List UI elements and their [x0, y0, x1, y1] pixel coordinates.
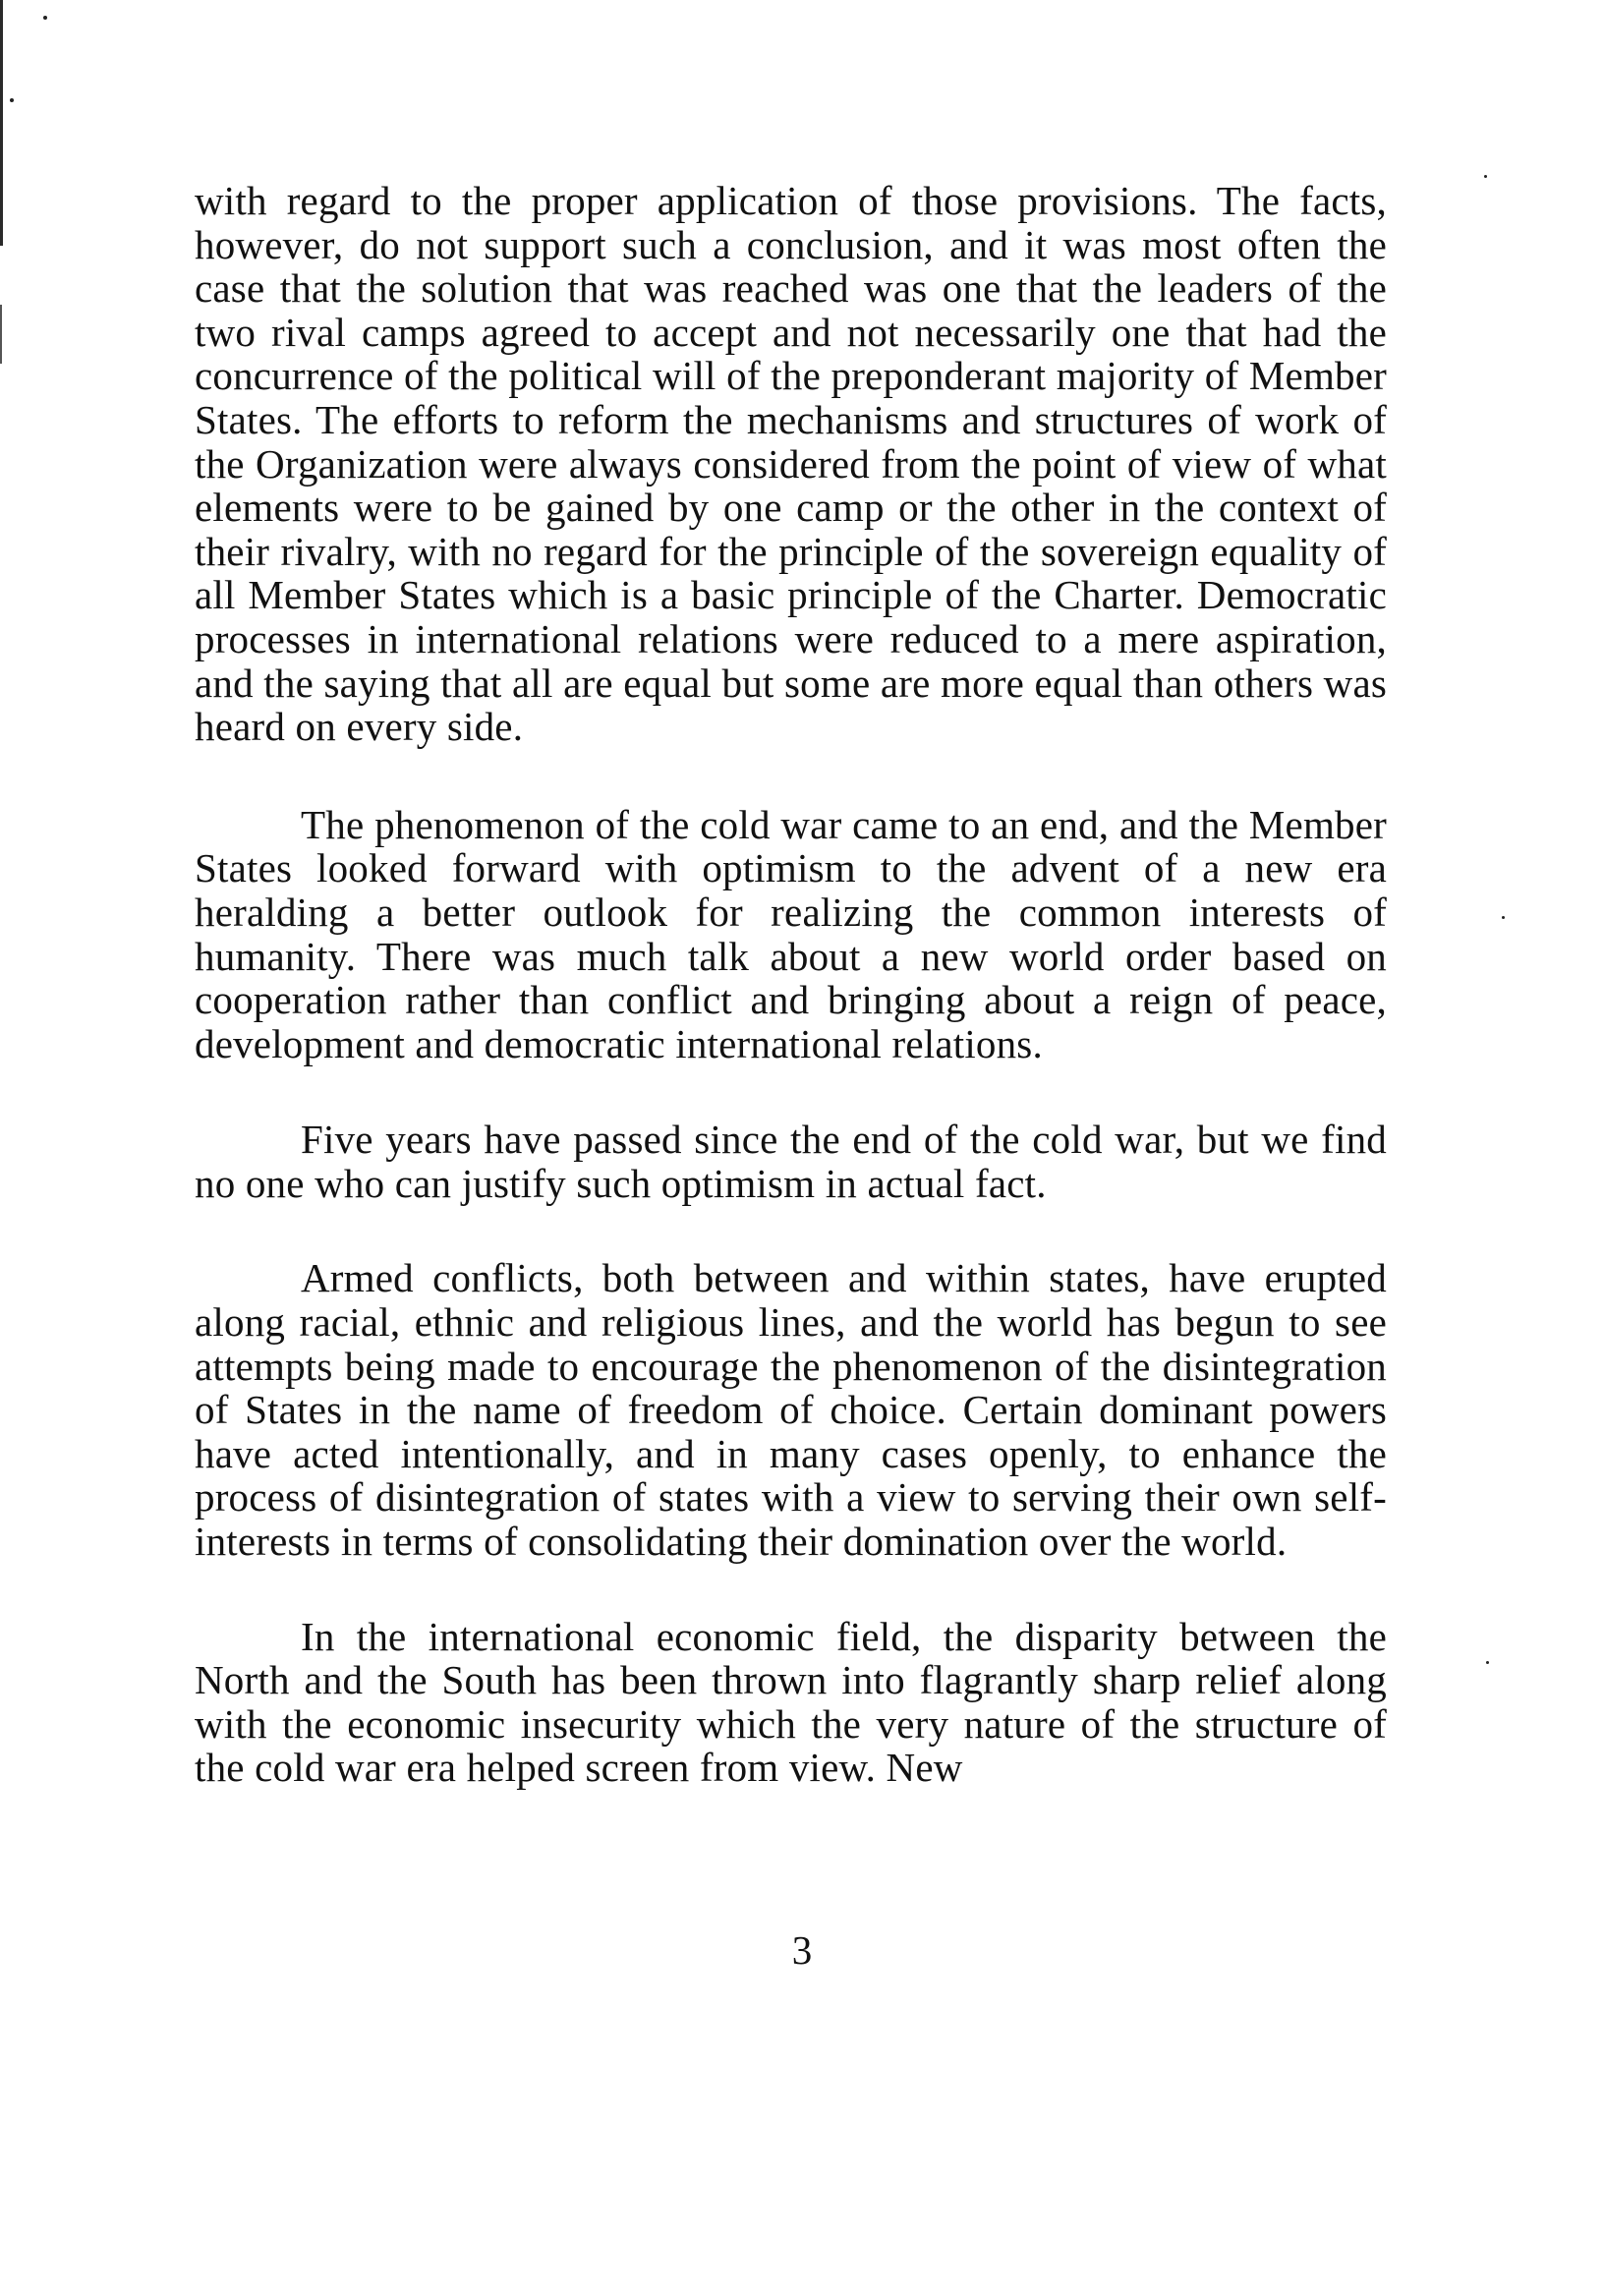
scan-speck — [1484, 175, 1487, 178]
scan-speck — [1486, 1661, 1489, 1664]
paragraph: Armed conflicts, both between and within states, have erupted along racial, ethnic and religious lines, and the world has begun to see attempts being made to encourage the phenomenon of the disintegration of States in the name of freedom of choice. Certain dominant powers have acted intentionally, and in many cases openly, to enhance the process of disintegration of states with a view to serving their own self-interests in terms of consolidating their domination over the world. — [195, 1255, 1387, 1565]
scan-speck — [43, 16, 47, 20]
page-number: 3 — [791, 1927, 813, 1973]
paragraph: The phenomenon of the cold war came to an end, and the Member States looked forward with optimism to the advent of a new era heralding a better outlook for realizing the common interests of humanity. There was much talk about a new world order based on cooperation rather than conflict and bringing about a reign of peace, development and democratic international relations. — [195, 801, 1387, 1066]
scan-edge-mark — [0, 0, 3, 246]
paragraph: Five years have passed since the end of the cold war, but we find no one who can justify such optimism in actual fact. — [195, 1117, 1387, 1206]
scan-edge-mark-lower — [0, 305, 2, 364]
scan-speck — [10, 98, 14, 102]
paragraph: with regard to the proper application of those provisions. The facts, however, do not support such a conclusion, and it was most often the case that the solution that was reached was one that the leaders of the two rival camps agreed to accept and not necessarily one that had the concurrence of the political will of the preponderant majority of Member States. The efforts to reform the mechanisms and structures of work of the Organization were always considered from the point of view of what elements were to be gained by one camp or the other in the context of their rivalry, with no regard for the principle of the sovereign equality of all Member States which is a basic principle of the Charter. Democratic processes in international relations were reduced to a mere aspiration, and the saying that all are equal but some are more equal than others was heard on every side. — [195, 178, 1387, 750]
paragraph: In the international economic field, the disparity between the North and the South has been thrown into flagrantly sharp relief along with the economic insecurity which the very nature of the structure of the cold war era helped screen from view. New — [195, 1613, 1387, 1791]
body-text — [195, 179, 1387, 1790]
scan-speck — [1502, 916, 1505, 919]
